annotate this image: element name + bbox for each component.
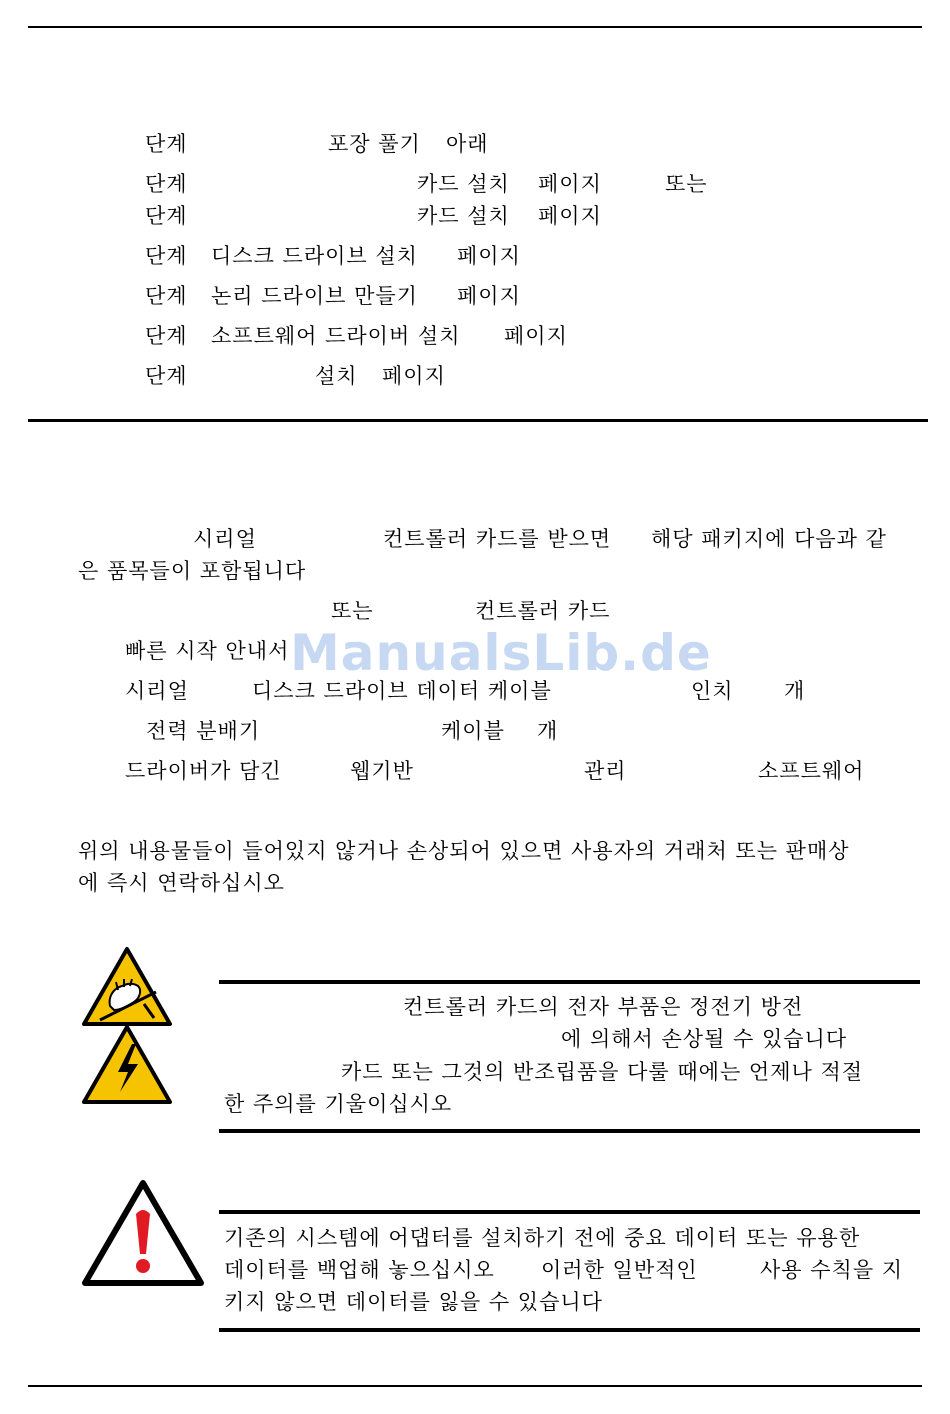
intro-text: 은 품목들이 포함됩니다 [78,559,307,583]
step-label: 단계 [145,132,188,156]
package-item-text: 시리얼 [125,679,189,703]
package-item-text: 웹기반 [350,759,414,783]
step-text: 카드 설치 [417,172,510,196]
high-voltage-warning-icon [80,1024,174,1106]
backup-caution-text: 기존의 시스템에 어댑터를 설치하기 전에 중요 데이터 또는 유용한 [224,1226,861,1250]
package-item-text: 소프트웨어 [758,759,865,783]
package-item-text: 개 [537,719,559,743]
step-text: 카드 설치 [417,204,510,228]
package-item-text: 전력 분배기 [146,719,261,743]
step-label: 단계 [145,364,188,388]
esd-caution-text: 한 주의를 기울이십시오 [224,1092,453,1116]
backup-caution-bottom-rule [219,1328,920,1332]
step-label: 단계 [145,172,188,196]
step-label: 단계 [145,324,188,348]
esd-caution-top-rule [219,980,920,984]
intro-text: 컨트롤러 카드를 받으면 [383,527,612,551]
step-text: 포장 풀기 [328,132,421,156]
package-item-text: 관리 [584,759,627,783]
step-label: 단계 [145,244,188,268]
package-item-text: 또는 [331,599,374,623]
step-text: 또는 [665,172,708,196]
step-page-ref: 페이지 [457,284,521,308]
step-label: 단계 [145,284,188,308]
package-item-text: 디스크 드라이브 데이터 케이블 [252,679,552,703]
step-text: 아래 [446,132,489,156]
package-item-text: 컨트롤러 카드 [475,599,611,623]
backup-caution-text: 키지 않으면 데이터를 잃을 수 있습니다 [224,1290,603,1314]
backup-caution-text: 데이터를 백업해 놓으십시오 [224,1258,495,1282]
intro-text: 시리얼 [193,527,257,551]
esd-caution-text: 에 의해서 손상될 수 있습니다 [561,1027,848,1051]
step-text: 디스크 드라이브 설치 [211,244,418,268]
step-page-ref: 페이지 [504,324,568,348]
top-rule [28,26,922,28]
backup-caution-text: 이러한 일반적인 [541,1258,698,1282]
step-text: 논리 드라이브 만들기 [211,284,418,308]
esd-warning-icon [80,946,174,1028]
section-rule [28,419,928,422]
exclamation-warning-icon [80,1178,206,1288]
package-item-text: 개 [784,679,806,703]
package-item-text: 드라이버가 담긴 [125,759,282,783]
esd-caution-text: 카드 또는 그것의 반조립품을 다룰 때에는 언제나 적절 [341,1060,864,1084]
step-page-ref: 페이지 [538,172,602,196]
notice-text: 에 즉시 연락하십시오 [78,871,285,895]
step-page-ref: 페이지 [382,364,446,388]
step-text: 소프트웨어 드라이버 설치 [211,324,461,348]
step-page-ref: 페이지 [538,204,602,228]
esd-caution-bottom-rule [219,1129,920,1133]
intro-text: 해당 패키지에 다음과 같 [651,527,887,551]
esd-caution-text: 컨트롤러 카드의 전자 부품은 정전기 방전 [403,995,804,1019]
watermark: ManualsLib.de [290,624,712,682]
bottom-rule [28,1385,922,1387]
package-item-text: 케이블 [441,719,505,743]
step-page-ref: 페이지 [457,244,521,268]
package-item-text: 빠른 시작 안내서 [125,639,290,663]
backup-caution-text: 사용 수칙을 지 [760,1258,904,1282]
notice-text: 위의 내용물들이 들어있지 않거나 손상되어 있으면 사용자의 거래처 또는 판매상 [78,839,850,863]
package-item-text: 인치 [691,679,734,703]
step-text: 설치 [315,364,358,388]
backup-caution-top-rule [219,1210,920,1214]
step-label: 단계 [145,204,188,228]
